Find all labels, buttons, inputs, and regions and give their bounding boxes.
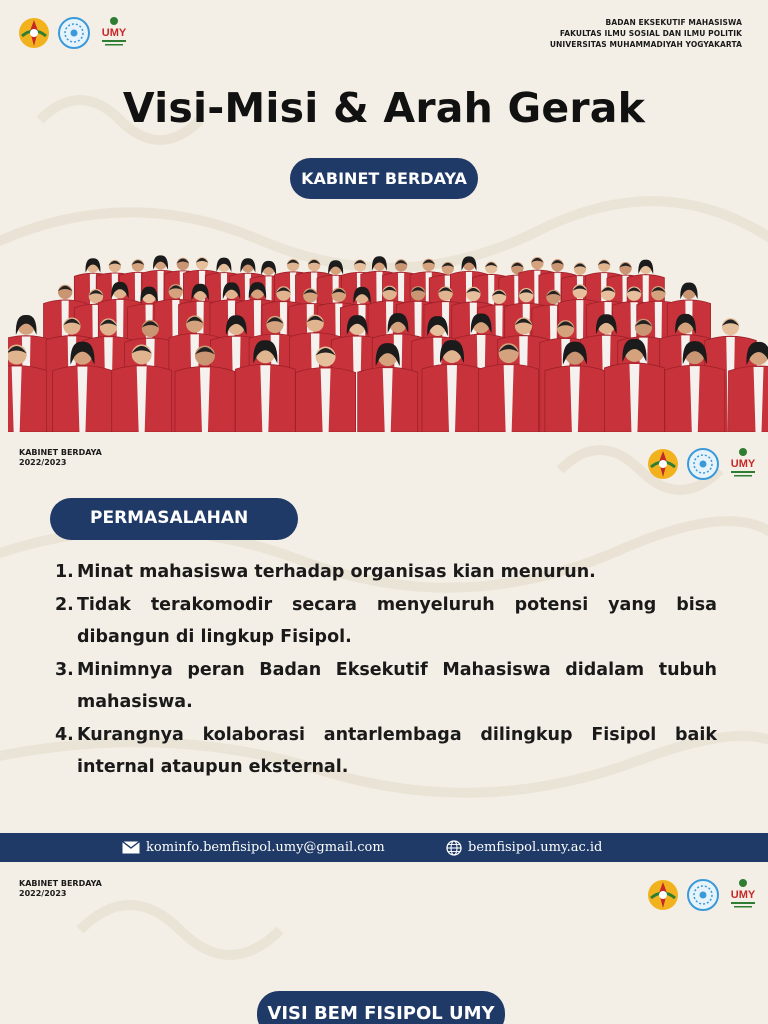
org-line-1: BADAN EKSEKUTIF MAHASISWA [605,18,742,27]
umy-logo-text: UMY [730,889,756,901]
contact-bar [0,833,768,862]
cabinet-period-label [19,879,102,899]
problem-text: Minimnya peran Badan Eksekutif Mahasiswa didalam tubuh mahasiswa. [77,659,717,712]
email-address[interactable]: kominfo.bemfisipol.umy@gmail.com [146,840,385,855]
cabinet-period-label [19,448,102,468]
problems-heading-text: PERMASALAHAN [90,508,249,528]
fisipol-emblem-icon [57,16,91,50]
umy-logo-icon [726,878,760,912]
bem-emblem-icon [17,16,51,50]
problem-item [55,589,717,654]
problem-text: Tidak terakomodir secara menyeluruh potensi yang bisa dibangun di lingkup Fisipol. [77,594,717,647]
umy-logo-text: UMY [730,458,756,470]
contact-website[interactable] [446,833,602,862]
umy-logo-icon [97,16,131,50]
contact-email[interactable] [122,833,385,862]
page-title: Visi-Misi & Arah Gerak [122,84,646,132]
organization-name [550,17,742,50]
problem-item [55,719,717,784]
cabinet-label-name: KABINET BERDAYA [19,879,102,888]
problems-heading [50,498,298,540]
section-logos [646,878,760,912]
problem-number: 3. [55,659,74,680]
umy-logo-text: UMY [101,27,127,39]
problem-number: 2. [55,594,74,615]
problem-item [55,556,717,589]
problem-text: Kurangnya kolaborasi antarlembaga dilingkup Fisipol baik internal ataupun eksternal. [77,724,717,777]
bem-emblem-icon [646,447,680,481]
org-line-3: UNIVERSITAS MUHAMMADIYAH YOGYAKARTA [549,40,742,49]
website-url[interactable]: bemfisipol.umy.ac.id [468,840,603,855]
mail-icon [122,841,140,854]
cabinet-label-year: 2022/2023 [19,889,67,898]
org-line-2: FAKULTAS ILMU SOSIAL DAN ILMU POLITIK [559,29,742,38]
section-logos [646,447,760,481]
fisipol-emblem-icon [686,447,720,481]
problem-item [55,654,717,719]
problem-text: Minat mahasiswa terhadap organisas kian menurun. [77,562,596,582]
group-photo [8,236,768,432]
header-logos [17,16,131,50]
cabinet-name-badge: KABINET BERDAYA [290,158,478,199]
bem-emblem-icon [646,878,680,912]
umy-logo-icon [726,447,760,481]
fisipol-emblem-icon [686,878,720,912]
problems-list [55,556,717,784]
problem-number: 1. [55,562,74,582]
cabinet-label-year: 2022/2023 [19,458,67,467]
globe-icon [446,840,462,856]
problem-number: 4. [55,724,74,745]
cabinet-label-name: KABINET BERDAYA [19,448,102,457]
vision-heading: VISI BEM FISIPOL UMY [257,991,505,1024]
